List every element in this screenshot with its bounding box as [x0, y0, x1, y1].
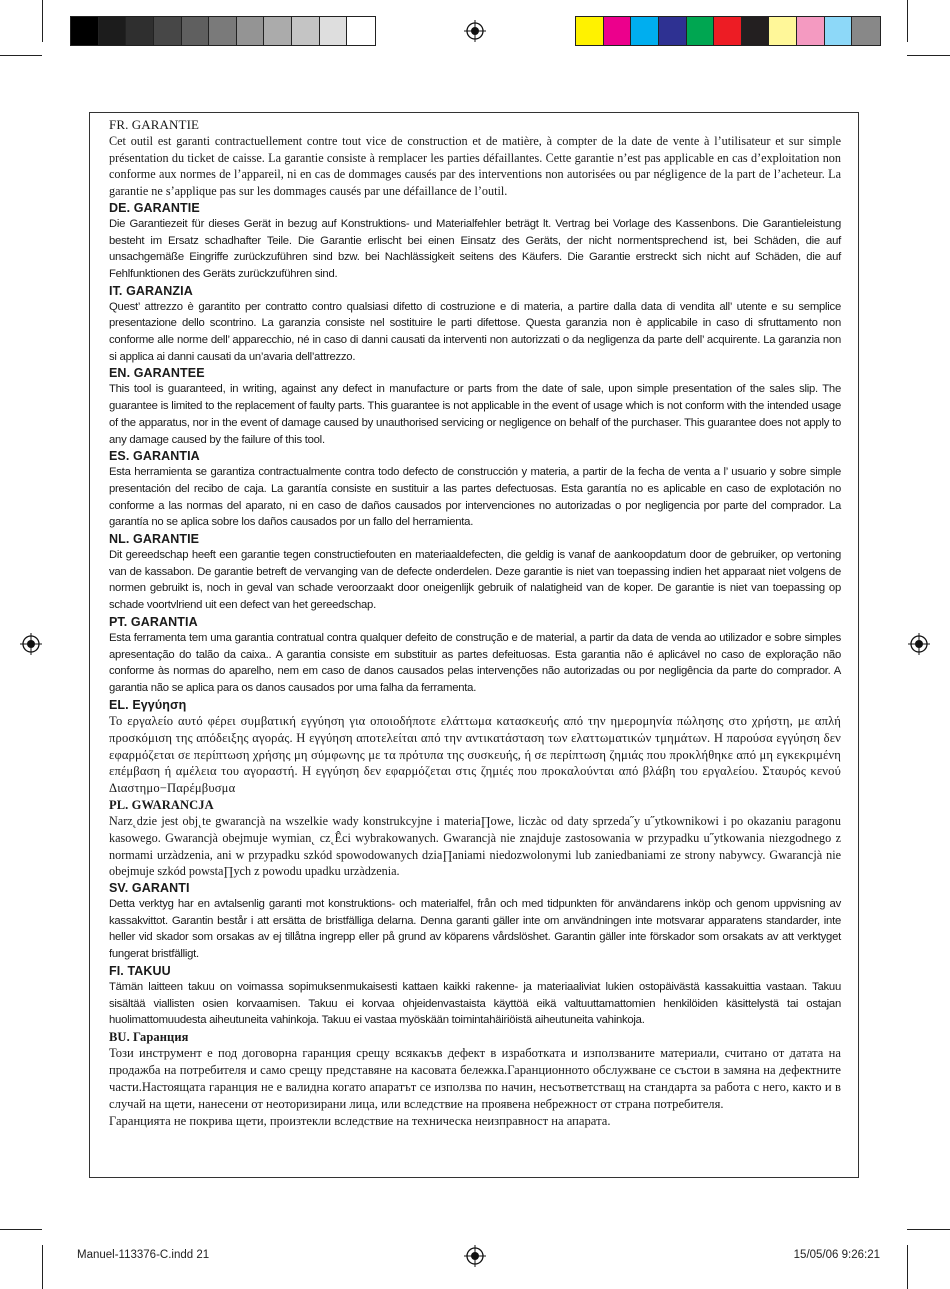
- color-swatch: [687, 17, 715, 45]
- section-body: Esta herramienta se garantiza contractualmente contra todo defecto de construcción y materia, a partir de la fecha de venta a l’ usuario y sobre simple presentación del recibo de caja. La garantía consiste en sustituir a las partes defectuosas. Esta garantía no es aplicable en caso de explotación no conforme a las normas del aparato, ni en caso de daños causados por intervenciones no autorizadas o por negligencia por parte del comprador. La garantía no se aplica sobre los daños causados por un fallo del herramienta.: [109, 466, 841, 529]
- section-title: NL. GARANTIE: [109, 532, 200, 547]
- gray-swatch: [347, 17, 375, 45]
- gray-swatch: [154, 17, 182, 45]
- gray-swatch: [209, 17, 237, 45]
- crop-mark-top-left-v: [42, 0, 43, 42]
- section-es: [109, 448, 841, 531]
- color-swatch: [604, 17, 632, 45]
- color-swatch: [797, 17, 825, 45]
- gray-swatch: [320, 17, 348, 45]
- section-title: FI. TAKUU: [109, 963, 171, 978]
- section-body: This tool is guaranteed, in writing, against any defect in manufacture or parts from the date of sale, upon simple presentation of the sales slip. The guarantee is limited to the replacement of faulty parts. This guarantee is not applicable in the event of usage which is not conform with the intended usage of the apparatus, nor in the event of damage caused by unauthorised servicing or negligence on behalf of the purchaser. This guarantee does not apply to any damage caused by the failure of this tool.: [109, 383, 841, 446]
- color-print-bar: [575, 16, 881, 46]
- file-info: Manuel-113376-C.indd 21: [77, 1249, 210, 1261]
- color-swatch: [769, 17, 797, 45]
- warranty-content: [109, 117, 841, 1129]
- section-body: Tämän laitteen takuu on voimassa sopimuksenmukaisesti kattaen kaikki rakenne- ja materiaaliviat lukien ostopäivästä kassakuittia vastaan. Takuu sisältää viallisten osien korvaamisen. Takuu ei korvaa ohjeidenvastaista käyttöä eikä valtuuttamattomien henkilöiden käsittelystä tai ostajan huolimattomuudesta aiheutuneita vahinkoja. Takuu ei vastaa myöskään toimintahäiriöistä aiheutuneita vahinkoja.: [109, 980, 841, 1027]
- registration-mark-icon: [908, 633, 930, 655]
- section-title: DE. GARANTIE: [109, 200, 200, 215]
- color-swatch: [659, 17, 687, 45]
- section-pt: [109, 614, 841, 697]
- gray-swatch: [264, 17, 292, 45]
- gray-swatch: [99, 17, 127, 45]
- color-swatch: [852, 17, 880, 45]
- section-bu: [109, 1029, 841, 1130]
- section-body: Quest’ attrezzo è garantito per contratto contro qualsiasi difetto di costruzione e di materia, a partire dalla data di vendita all’ utente e su semplice presentazione dello scontrino. La garanzia consiste nel sostituire le parti difettose. Questa garanzia non è applicabile in caso di sfruttamento non conforme alle norme dell’ apparecchio, né in caso di danni causati da interventi non autorizzati o da negligenza da parte dell’ acquirente. La garanzia non si applica ai danni causati da un’avaria dell’attrezzo.: [109, 300, 841, 363]
- gray-swatch: [71, 17, 99, 45]
- section-body: Esta ferramenta tem uma garantia contratual contra qualquer defeito de construção e de material, a partir da data de venda ao utilizador e sobre simples apresentação do talão da caixa.. A garantia consiste em substituir as partes defeituosas. Esta garantia não é aplicável no caso de exploração não conforme às normas do aparelho, nem em caso de danos causados pelas intervenções não autorizadas ou por negligência da parte do comprador. A garantia não se aplica para os danos causados por uma falha da ferramenta.: [109, 631, 841, 694]
- crop-mark-top-right-h: [907, 55, 950, 56]
- gray-swatch: [182, 17, 210, 45]
- crop-mark-bottom-left-v: [42, 1245, 43, 1289]
- section-pl: [109, 797, 841, 880]
- section-title: SV. GARANTI: [109, 881, 190, 896]
- section-fr: [109, 117, 841, 200]
- section-el: [109, 697, 841, 798]
- gray-swatch: [126, 17, 154, 45]
- crop-mark-top-right-v: [907, 0, 908, 42]
- section-title: ES. GARANTIA: [109, 449, 200, 464]
- color-swatch: [576, 17, 604, 45]
- section-title: EL. Εγγύηση: [109, 697, 187, 712]
- section-body: Die Garantiezeit für dieses Gerät in bezug auf Konstruktions- und Materialfehler beträgt lt. Vertrag bei Vorlage des Kassenbons. Die Garantieleistung besteht im Ersatz schadhafter Teile. Die Garantie erlischt bei einen Einsatz des Geräts, der nicht normentsprechend ist, bei Schäden, die auf unsachgemäße Eingriffe zurückzuführen sind bzw. bei Nachlässigkeit seitens des Käufers. Die Garantie erstreckt sich nicht auf Schäden, die auf Fehlfunktionen des Geräts zurückzuführen sind.: [109, 217, 841, 280]
- section-nl: [109, 531, 841, 614]
- color-swatch: [714, 17, 742, 45]
- section-it: [109, 283, 841, 366]
- crop-mark-bottom-left-h: [0, 1229, 42, 1230]
- grayscale-print-bar: [70, 16, 376, 46]
- section-de: [109, 200, 841, 283]
- crop-mark-top-left-h: [0, 55, 42, 56]
- section-title: PT. GARANTIA: [109, 614, 198, 629]
- gray-swatch: [292, 17, 320, 45]
- section-title: IT. GARANZIA: [109, 283, 193, 298]
- section-body: Dit gereedschap heeft een garantie tegen constructiefouten en materiaaldefecten, die geldig is vanaf de aankoopdatum door de gebruiker, op vertoning van de kassabon. De garantie betreft de vervanging van de defecte onderdelen. Deze garantie is niet van toepassing indien het apparaat niet volgens de normen gebruikt is, noch in geval van schade veroorzaakt door oneigenlijk gebruik of nalatigheid van de koper. De garantie is niet van toepassing op schade voortvlriend uit een defect van het gereedschap.: [109, 549, 841, 612]
- section-body: Cet outil est garanti contractuellement contre tout vice de construction et de matière, à compter de la date de vente à l’utilisateur et sur simple présentation du ticket de caisse. La garantie consiste à remplacer les parties défaillantes. Cette garantie n’est pas applicable en cas d’exploitation non conforme aux normes de l’appareil, ni en cas de dommages causés par des interventions non autorisées ou par négligence de la part de l’acheteur. La garantie ne s’applique pas sur les dommages causés par une défaillance de l’outil.: [109, 134, 841, 199]
- section-body: Detta verktyg har en avtalsenlig garanti mot konstruktions- och materialfel, från och med tidpunkten för användarens inköp och genom uppvisning av kassakvittot. Garantin består i att ersätta de bristfälliga delarna. Denna garanti gäller inte om användningen inte motsvarar apparatens standarder, inte heller vid skador som orsakas av ej tillåtna ingrepp eller på grund av köparens vårdslöshet. Garantin gäller inte förskador som orsakats av att verktyget fungerat bristfälligt.: [109, 898, 841, 961]
- warranty-text-frame: [89, 112, 859, 1178]
- registration-mark-icon: [464, 20, 486, 42]
- section-body-note: Гаранцията не покрива щети, произтекли вследствие на техническа неизправност на апарата.: [109, 1113, 611, 1128]
- color-swatch: [742, 17, 770, 45]
- section-body: Този инструмент е под договорна гаранция срещу всякакъв дефект в изработката и използваните материали, считано от датата на продажба на потребителя и само срещу представяне на касовата бележка.Гаранционното обслужване се състои в замяна на дефектните части.Настоящата гаранция не е валидна когато апаратът се използва по начин, несъответстващ на стандарта за работа с него, както и в случай на щети, нанесени от неоторизирани лица, или вследствие на проявена небрежност от страна потребителя.: [109, 1045, 841, 1111]
- gray-swatch: [237, 17, 265, 45]
- color-swatch: [631, 17, 659, 45]
- section-title: PL. GWARANCJA: [109, 798, 214, 813]
- section-title: FR. GARANTIE: [109, 117, 200, 132]
- color-swatch: [825, 17, 853, 45]
- registration-mark-icon: [464, 1245, 486, 1267]
- section-body: Το εργαλείο αυτό φέρει συμβατική εγγύηση για οποιοδήποτε ελάττωμα κατασκευής από την ημερομηνία πώλησης στο χρήστη, με απλή προσκόμιση της απόδειξης αγοράς. Η εγγύηση αποτελείται από την αντικατάσταση των ελαττωματικών τμημάτων. Η παρούσα εγγύηση δεν εφαρμόζεται σε περίπτωση χρήσης μη σύμφωνης με τα πρότυπα της συσκευής, ή σε περίπτωση ζημιάς που προκλήθηκε από μη εγκεκριμένη επέμβαση ή αμέλεια του αγοραστή. Η εγγύηση δεν εφαρμόζεται στις ζημιές που προκαλούνται από βλάβη του εργαλείου. Σταυρός κενού Διαστημο−Παρέμβυσμα: [109, 713, 841, 796]
- section-sv: [109, 880, 841, 963]
- section-en: [109, 365, 841, 448]
- section-title: BU. Гаранция: [109, 1029, 189, 1044]
- crop-mark-bottom-right-h: [907, 1229, 950, 1230]
- section-title: EN. GARANTEE: [109, 366, 205, 381]
- print-date-time: 15/05/06 9:26:21: [793, 1249, 880, 1261]
- section-fi: [109, 963, 841, 1029]
- crop-mark-bottom-right-v: [907, 1245, 908, 1289]
- section-body: Narz˛dzie jest obj˛te gwarancjà na wszelkie wady konstrukcyjne i materia∏owe, liczàc od daty sprzeda˝y u˝ytkownikowi i po okazaniu paragonu kasowego. Gwarancjà obejmuje wymian˛ cz˛Êci wybrakowanych. Gwarancjà nie znajduje zastosowania w przypadku u˝ytkowania niezgodnego z normami urzàdzenia, ani w przypadku szkód spowodowanych dzia∏aniami niedozwolonymi lub zaniedbaniami ze strony nabywcy. Gwarancjà nie obejmuje szkód powsta∏ych z powodu upadku urzàdzenia.: [109, 814, 841, 879]
- registration-mark-icon: [20, 633, 42, 655]
